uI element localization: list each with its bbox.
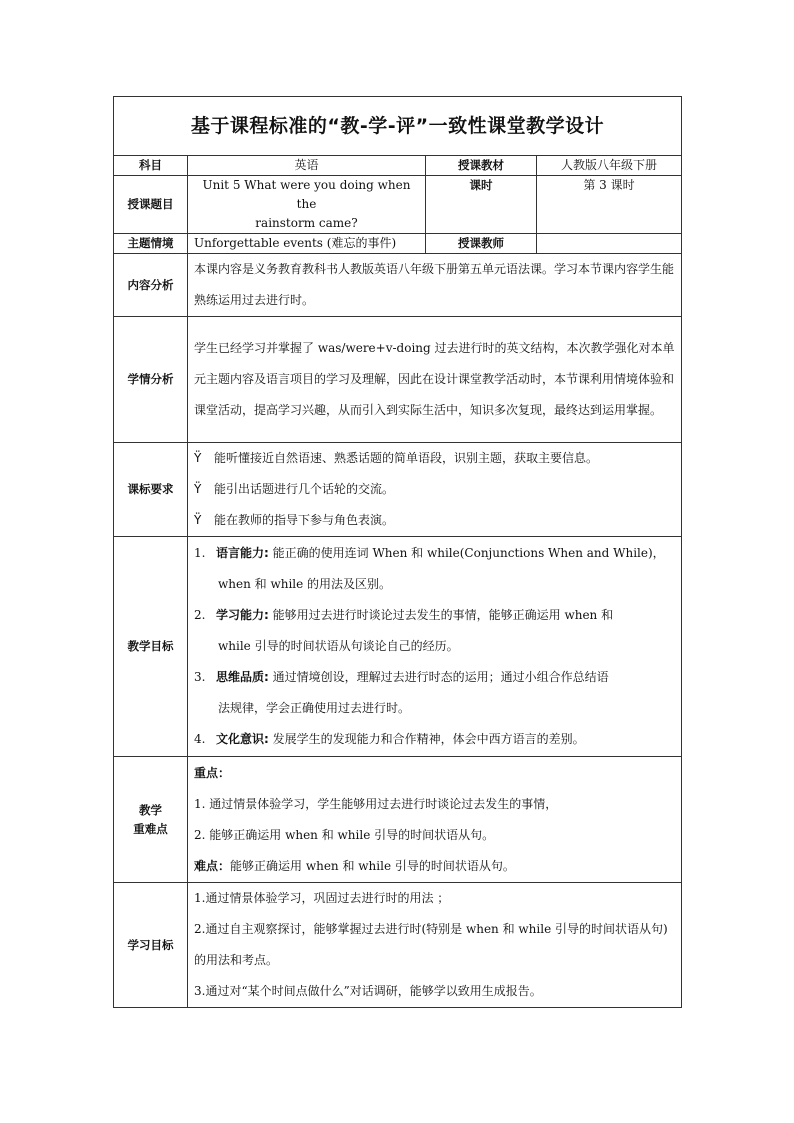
list-item: 1.通过情景体验学习，巩固过去进行时的用法 ； bbox=[194, 891, 450, 905]
list-item-continuation: while 引导的时间状语从句谈论自己的经历。 bbox=[218, 639, 459, 653]
material-value: 人教版八年级下册 bbox=[537, 156, 682, 176]
list-item: 2. 能够正确运用 when 和 while 引导的时间状语从句。 bbox=[194, 827, 495, 842]
standards-list bbox=[188, 443, 682, 537]
context-value: Unforgettable events (难忘的事件) bbox=[188, 234, 426, 254]
keypoints-content bbox=[188, 757, 682, 883]
list-item-continuation: when 和 while 的用法及区别。 bbox=[218, 577, 392, 591]
period-label: 课时 bbox=[426, 176, 537, 234]
content-analysis-label: 内容分析 bbox=[114, 254, 188, 317]
goals-label: 学习目标 bbox=[114, 883, 188, 1008]
learner-analysis-text: 学生已经学习并掌握了 was/were+v-doing 过去进行时的英文结构，本次教学强化对本单元主题内容及语言项目的学习及理解，因此在设计课堂教学活动时，本节课利用情境体验和课堂活动，提高学习兴趣，从而引入到实际生活中，知识多次复现，最终达到运用掌握。 bbox=[188, 317, 682, 443]
topic-line-1: Unit 5 What were you doing when the bbox=[202, 178, 411, 211]
subject-label: 科目 bbox=[114, 156, 188, 176]
list-item: Ÿ 能引出话题进行几个话轮的交流。 bbox=[194, 474, 675, 505]
learner-analysis-label: 学情分析 bbox=[114, 317, 188, 443]
list-item: 1. 通过情景体验学习，学生能够用过去进行时谈论过去发生的事情， bbox=[194, 796, 558, 811]
topic-value bbox=[188, 176, 426, 234]
list-item-continuation: 法规律，学会正确使用过去进行时。 bbox=[218, 701, 411, 715]
standards-label: 课标要求 bbox=[114, 443, 188, 537]
period-value: 第 3 课时 bbox=[537, 176, 682, 234]
difficulty-line: 难点：能够正确运用 when 和 while 引导的时间状语从句。 bbox=[194, 858, 515, 873]
content-analysis-text: 本课内容是义务教育教科书人教版英语八年级下册第五单元语法课。学习本节课内容学生能熟练运用过去进行时。 bbox=[188, 254, 682, 317]
bullet-icon: Ÿ bbox=[194, 482, 202, 496]
list-item: 1. 语言能力: 能正确的使用连词 When 和 while(Conjunctions When and While)， bbox=[194, 546, 665, 560]
context-label: 主题情境 bbox=[114, 234, 188, 254]
keypoints-label: 教学 重难点 bbox=[114, 757, 188, 883]
teacher-value bbox=[537, 234, 682, 254]
list-item: 2.通过自主观察探讨，能够掌握过去进行时(特别是 when 和 while 引导的时间状语从句)的用法和考点。 bbox=[194, 922, 668, 967]
bullet-icon: Ÿ bbox=[194, 513, 202, 527]
list-item: Ÿ 能听懂接近自然语速、熟悉话题的简单语段，识别主题，获取主要信息。 bbox=[194, 443, 675, 474]
teacher-label: 授课教师 bbox=[426, 234, 537, 254]
lesson-plan-table bbox=[113, 96, 682, 1008]
lesson-plan bbox=[113, 96, 681, 1008]
list-item: Ÿ 能在教师的指导下参与角色表演。 bbox=[194, 505, 675, 536]
goals-list bbox=[188, 883, 682, 1008]
topic-line-2: rainstorm came? bbox=[255, 216, 358, 230]
list-item: 3. 思维品质: 通过情境创设，理解过去进行时态的运用；通过小组合作总结语 bbox=[194, 670, 609, 684]
objectives-label: 教学目标 bbox=[114, 537, 188, 757]
document-title: 基于课程标准的“教-学-评”一致性课堂教学设计 bbox=[114, 97, 682, 156]
subject-value: 英语 bbox=[188, 156, 426, 176]
topic-label: 授课题目 bbox=[114, 176, 188, 234]
list-item: 2. 学习能力: 能够用过去进行时谈论过去发生的事情，能够正确运用 when 和 bbox=[194, 608, 614, 622]
list-item: 3.通过对“某个时间点做什么”对话调研，能够学以致用生成报告。 bbox=[194, 984, 542, 998]
bullet-icon: Ÿ bbox=[194, 451, 202, 465]
list-item: 4. 文化意识: 发展学生的发现能力和合作精神，体会中西方语言的差别。 bbox=[194, 732, 585, 746]
focus-label: 重点： bbox=[194, 765, 231, 780]
material-label: 授课教材 bbox=[426, 156, 537, 176]
objectives-list bbox=[188, 537, 682, 757]
